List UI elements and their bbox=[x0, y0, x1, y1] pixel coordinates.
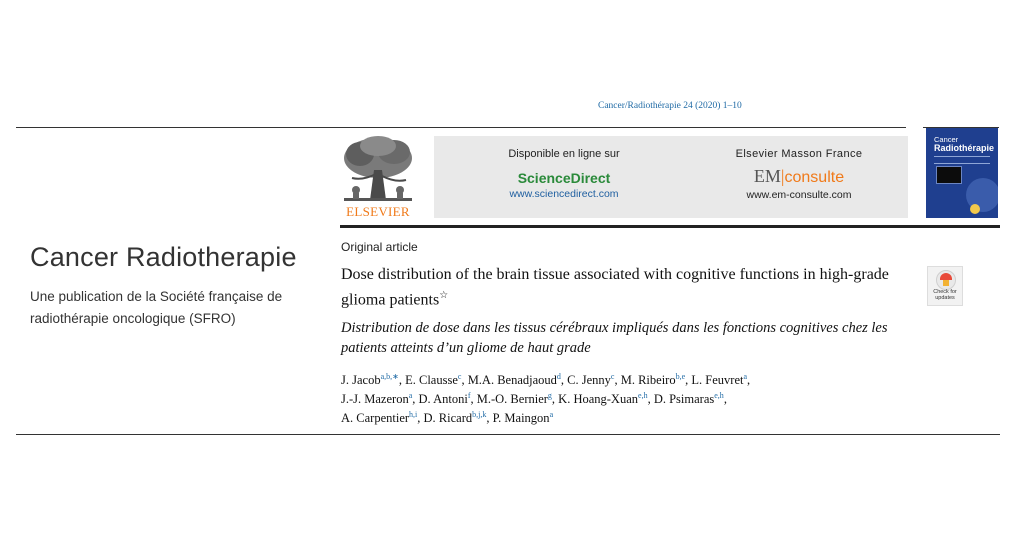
journal-title[interactable]: Cancer Radiotherapie bbox=[30, 242, 297, 272]
author-list: J. Jacob$^{a,b,∗}$, E. Clausse$^c$, M.A. Benadjaoud$^d$, C. Jenny$^c$, M. Ribeiro$^{b,e}$, L. Feuvret$^a$, J.-J. Mazeron$^a$, D. Antoni$^f$, M.-O. Bernier$^g$, K. Hoang-Xuan$^{e,h}$, D. Psimaras$^{e,h}$, A. Carpentier$^{h,i}$, D. Ricard$^{b,j,k}$, P. Maingon$^a$ bbox=[341, 372, 751, 426]
author-affiliation[interactable]: e,h bbox=[638, 391, 648, 401]
emconsulte-url[interactable]: www.em-consulte.com bbox=[746, 189, 852, 201]
cover-title-line1: Cancer bbox=[934, 135, 959, 144]
journal-subtitle: Une publication de la Société française de radiothérapie oncologique (SFRO) bbox=[30, 289, 283, 326]
author-affiliation[interactable]: f bbox=[467, 391, 471, 401]
check-for-updates-line2: updates bbox=[935, 295, 955, 301]
check-for-updates-icon bbox=[936, 270, 956, 290]
author-entry bbox=[493, 411, 554, 425]
emconsulte-block[interactable] bbox=[714, 148, 884, 201]
article-title-fr: Distribution de dose dans les tissus cérébraux impliqués dans les fonctions cognitives chez les patients atteints d’un gliome de haut grade bbox=[341, 320, 888, 356]
sciencedirect-block[interactable] bbox=[484, 148, 644, 200]
sciencedirect-intro: Disponible en ligne sur bbox=[508, 148, 620, 160]
emconsulte-intro: Elsevier Masson France bbox=[735, 148, 863, 160]
article-title-en-text: Dose distribution of the brain tissue associated with cognitive functions in high-grade glioma patients bbox=[341, 266, 889, 309]
journal-cover-thumbnail[interactable] bbox=[926, 128, 998, 218]
cover-title-line2: Radiothérapie bbox=[934, 143, 995, 153]
author-entry bbox=[341, 373, 399, 387]
author-affiliation[interactable]: c bbox=[610, 372, 615, 381]
sciencedirect-name[interactable]: ScienceDirect bbox=[517, 170, 611, 186]
author-name[interactable]: A. Carpentier bbox=[341, 411, 410, 426]
author-entry bbox=[405, 373, 461, 387]
elsevier-logo[interactable] bbox=[340, 134, 416, 220]
emconsulte-logo[interactable] bbox=[714, 166, 884, 187]
author-name[interactable]: C. Jenny bbox=[567, 373, 611, 388]
author-name[interactable]: D. Ricard bbox=[423, 411, 473, 426]
article-title-en bbox=[341, 264, 901, 310]
author-name[interactable]: J. Jacob bbox=[341, 373, 381, 388]
emconsulte-logo-em: EM bbox=[753, 166, 781, 186]
author-affiliation[interactable]: b,e bbox=[675, 372, 686, 381]
journal-citation[interactable]: Cancer/Radiothérapie 24 (2020) 1–10 bbox=[598, 101, 742, 111]
author-entry bbox=[567, 373, 614, 387]
author-affiliation[interactable]: h,i bbox=[409, 410, 418, 420]
author-entry bbox=[477, 392, 552, 406]
author-entry bbox=[341, 411, 417, 425]
author-name[interactable]: M.-O. Bernier bbox=[476, 392, 548, 407]
author-entry bbox=[341, 392, 412, 406]
author-affiliation[interactable]: a bbox=[549, 410, 554, 420]
author-affiliation[interactable]: e,h bbox=[714, 391, 724, 401]
emconsulte-logo-bar: | bbox=[780, 166, 785, 186]
elsevier-tree-logo-icon bbox=[340, 134, 416, 204]
bottom-divider bbox=[16, 434, 1000, 435]
author-name[interactable]: E. Clausse bbox=[405, 373, 458, 388]
author-affiliation[interactable]: c bbox=[457, 372, 462, 381]
cover-decoration bbox=[934, 156, 990, 164]
elsevier-wordmark: ELSEVIER bbox=[346, 204, 410, 219]
check-for-updates-label bbox=[928, 289, 962, 301]
author-entry bbox=[654, 392, 724, 406]
author-name[interactable]: L. Feuvret bbox=[691, 373, 744, 388]
article-type: Original article bbox=[341, 240, 418, 254]
author-affiliation[interactable]: g bbox=[547, 391, 552, 401]
title-footnote-mark[interactable]: ☆ bbox=[439, 290, 449, 301]
author-affiliation[interactable]: a bbox=[408, 391, 413, 401]
author-name[interactable]: M. Ribeiro bbox=[620, 373, 676, 388]
header-thick-divider bbox=[340, 225, 1000, 228]
author-entry bbox=[419, 392, 471, 406]
author-entry bbox=[424, 411, 487, 425]
author-name[interactable]: K. Hoang-Xuan bbox=[558, 392, 639, 407]
author-name[interactable]: D. Psimaras bbox=[653, 392, 715, 407]
author-affiliation[interactable]: d bbox=[556, 372, 561, 381]
availability-banner bbox=[434, 136, 908, 218]
emconsulte-logo-consulte: consulte bbox=[784, 169, 845, 186]
author-name[interactable]: J.-J. Mazeron bbox=[341, 392, 409, 407]
author-name[interactable]: D. Antoni bbox=[418, 392, 468, 407]
author-name[interactable]: M.A. Benadjaoud bbox=[467, 373, 557, 388]
author-entry bbox=[468, 373, 561, 387]
sciencedirect-url[interactable]: www.sciencedirect.com bbox=[509, 188, 619, 200]
author-affiliation[interactable]: a bbox=[743, 372, 748, 381]
author-affiliation[interactable]: b,j,k bbox=[472, 410, 487, 420]
author-entry bbox=[691, 373, 747, 387]
cover-badge-icon bbox=[970, 204, 980, 214]
author-entry bbox=[558, 392, 647, 406]
check-for-updates-line1: Check for bbox=[933, 289, 957, 295]
author-affiliation[interactable]: a,b,∗ bbox=[380, 372, 399, 381]
cover-image bbox=[936, 166, 962, 184]
check-for-updates-button[interactable] bbox=[927, 266, 963, 306]
author-entry bbox=[621, 373, 685, 387]
top-divider bbox=[16, 127, 906, 128]
author-name[interactable]: P. Maingon bbox=[492, 411, 550, 426]
